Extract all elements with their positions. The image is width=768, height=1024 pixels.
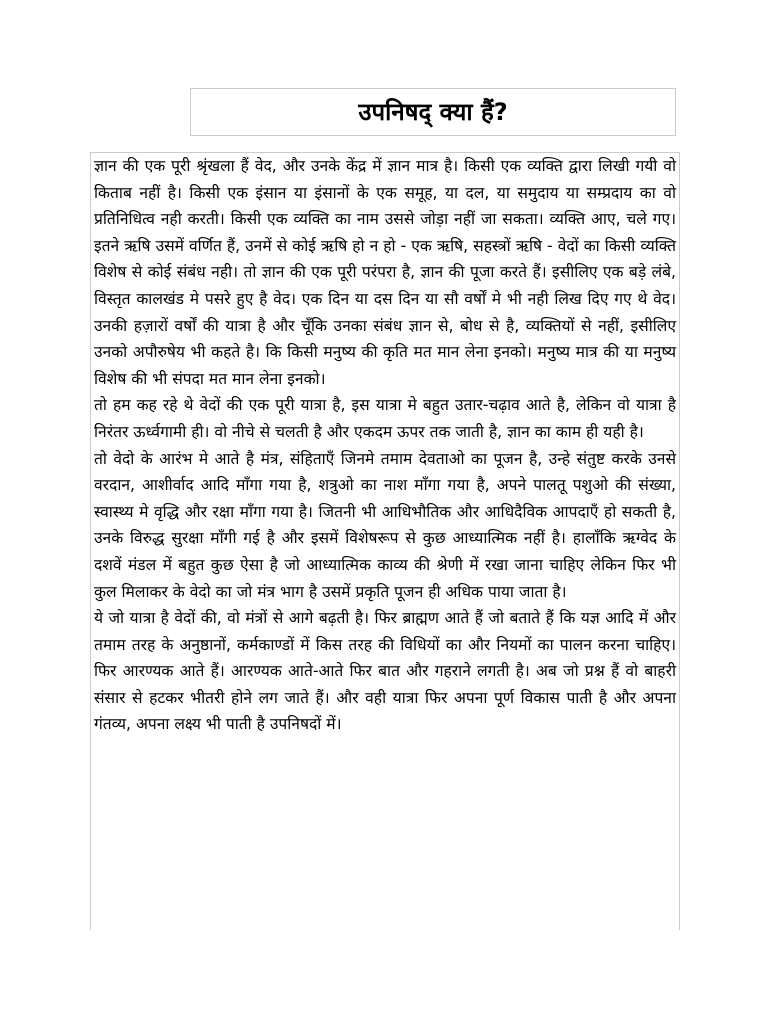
paragraph-2: तो हम कह रहे थे वेदों की एक पूरी यात्रा है, इस यात्रा मे बहुत उतार-चढ़ाव आते है, लेकिन वो यात्रा है निरंतर ऊर्ध्वगामी ही। वो नीचे से चलती है और एकदम ऊपर तक जाती है, ज्ञान का काम ही यही है। <box>94 396 676 441</box>
document-title: उपनिषद् क्या हैं? <box>358 98 508 126</box>
paragraph-4: ये जो यात्रा है वेदों की, वो मंत्रों से आगे बढ़ती है। फिर ब्राह्मण आते हैं जो बताते हैं कि यज्ञ आदि में और तमाम तरह के अनुष्ठानों, कर्मकाण्डों में किस तरह की विधियों का और नियमों का पालन करना चाहिए। फिर आरण्यक आते हैं। आरण्यक आते-आते फिर बात और गहराने लगती है। अब जो प्रश्न हैं वो बाहरी संसार से हटकर भीतरी होने लग जाते हैं। और वही यात्रा फिर अपना पूर्ण विकास पाती है और अपना गंतव्य, अपना लक्ष्य भी पाती है उपनिषदों में। <box>94 609 676 734</box>
paragraph-3: तो वेदो के आरंभ मे आते है मंत्र, संहिताएँ जिनमे तमाम देवताओ का पूजन है, उन्हे संतुष्ट करके उनसे वरदान, आशीर्वाद आदि माँगा गया है, शत्रुओ का नाश माँगा गया है, अपने पालतू पशुओ की संख्या, स्वास्थ्य मे वृद्धि और रक्षा माँगा गया है। जितनी भी आधिभौतिक और आधिदैविक आपदाएँ हो सकती है, उनके विरुद्ध सुरक्षा माँगी गई है और इसमें विशेषरूप से कुछ आध्यात्मिक नहीं है। हालाँकि ऋग्वेद के दशवें मंडल में बहुत कुछ ऐसा है जो आध्यात्मिक काव्य की श्रेणी में रखा जाना चाहिए लेकिन फिर भी कुल मिलाकर के वेदो का जो मंत्र भाग है उसमें प्रकृति पूजन ही अधिक पाया जाता है। <box>94 449 676 601</box>
document-body <box>90 152 680 930</box>
paragraph-1: ज्ञान की एक पूरी श्रृंखला हैं वेद, और उनके केंद्र में ज्ञान मात्र है। किसी एक व्यक्ति द्वारा लिखी गयी वो किताब नहीं है। किसी एक इंसान या इंसानों के एक समूह, या दल, या समुदाय या सम्प्रदाय का वो प्रतिनिधित्व नही करती। किसी एक व्यक्ति का नाम उससे जोड़ा नहीं जा सकता। व्यक्ति आए, चले गए। इतने ऋषि उसमें वर्णित हैं, उनमें से कोई ऋषि हो न हो - एक ऋषि, सहस्त्रों ऋषि - वेदों का किसी व्यक्ति विशेष से कोई संबंध नही। तो ज्ञान की एक पूरी परंपरा है, ज्ञान की पूजा करते हैं। इसीलिए एक बड़े लंबे, विस्तृत कालखंड मे पसरे हुए है वेद। एक दिन या दस दिन या सौ वर्षों मे भी नही लिख दिए गए थे वेद। उनकी हज़ारों वर्षों की यात्रा है और चूँकि उनका संबंध ज्ञान से, बोध से है, व्यक्तियों से नहीं, इसीलिए उनको अपौरुषेय भी कहते है। कि किसी मनुष्य की कृति मत मान लेना इनको। मनुष्य मात्र की या मनुष्य विशेष की भी संपदा मत मान लेना इनको। <box>94 157 676 388</box>
title-box <box>190 88 676 136</box>
